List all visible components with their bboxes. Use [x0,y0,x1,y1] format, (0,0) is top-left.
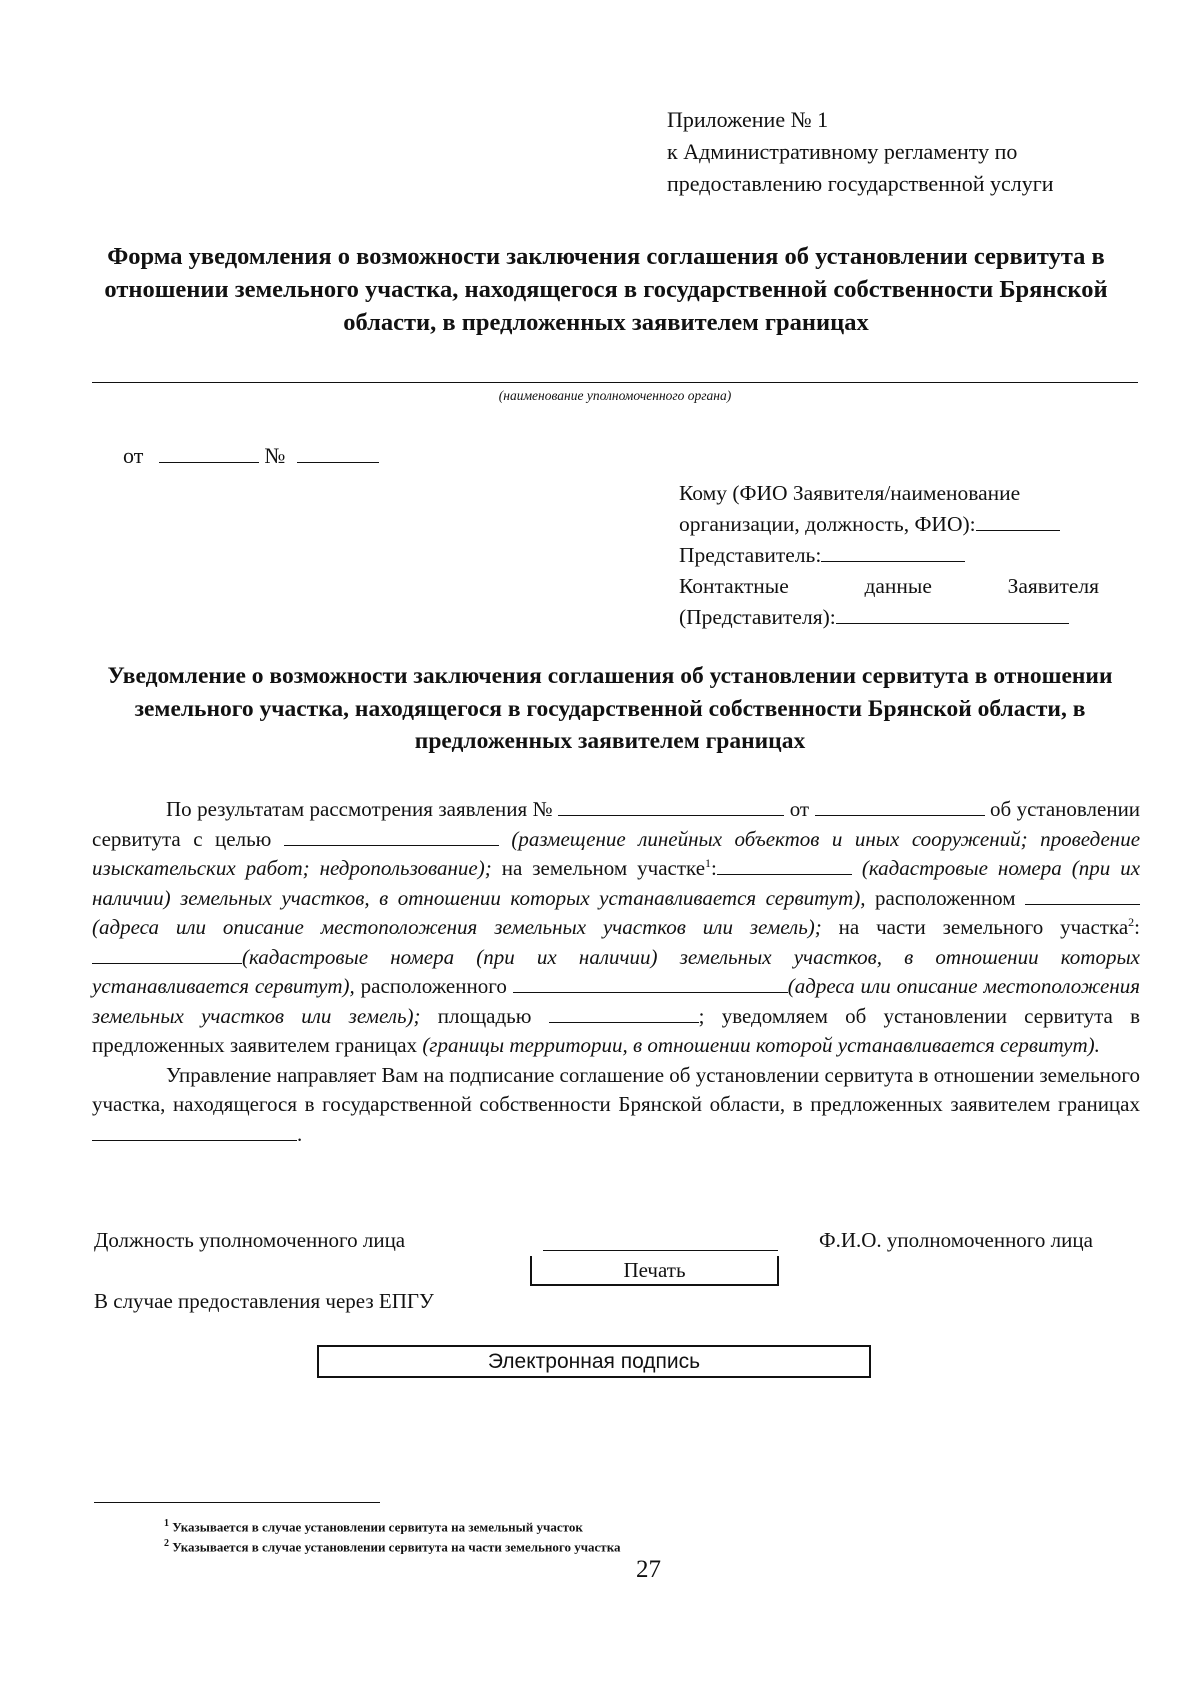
p1-e: на земельном участке [501,856,706,880]
p1-h: (адреса или описание местоположения земельных участков или земель); [92,915,822,939]
footnote-1-text: Указывается в случае установлении сервитута на земельный участок [172,1519,583,1535]
cadastral-blank-1 [717,856,852,875]
footnote-1-mark: 1 [164,1518,169,1529]
area-blank [549,1004,699,1023]
from-label: от [123,443,144,468]
notice-body [92,795,1140,1149]
application-number-blank [558,797,784,816]
boundaries-blank [92,1122,297,1141]
application-date-blank [815,797,985,816]
p1-f: (кадастровые номера (при их наличии) земельных участков, в отношении которых устанавливается сервитут), [92,856,1141,910]
address-blank-1 [1025,886,1140,905]
cadastral-blank-2 [92,945,242,964]
name-label: Ф.И.О. уполномоченного лица [819,1228,1093,1252]
p1-d: (размещение линейных объектов и иных сооружений; проведение изыскательских работ; недропользование); [92,826,1141,880]
p1-o: (границы территории, в отношении которой устанавливается сервитут). [422,1033,1100,1057]
date-number-line [123,443,379,469]
purpose-blank [284,827,499,846]
position-label: Должность уполномоченного лица [94,1228,406,1252]
footnote-mark-2: 2 [1128,915,1135,929]
electronic-signature-box: Электронная подпись [317,1345,871,1378]
body-paragraph-2: Управление направляет Вам на подписание соглашение об установлении сервитута в отношении земельного участка, находящегося в государственной собственности Брянской области, в предложенных заявителем границах . [92,1062,1140,1146]
p1-c: об установлении сервитута с целью [92,797,1141,851]
number-blank [297,444,379,463]
footnote-1 [164,1518,583,1535]
recipient-block [679,478,1099,633]
contacts-label: (Представителя): [679,605,836,629]
appendix-line-2: к Административному регламенту по [667,139,1018,164]
p1-j: (кадастровые номера (при их наличии) земельных участков, в отношении которых устанавливается сервитут), [92,944,1140,998]
appendix-header [667,104,1137,200]
representative-blank [821,543,965,562]
contacts-word-3: Заявителя [1007,574,1099,598]
appendix-line-1: Приложение № 1 [667,107,829,132]
footnote-2-text: Указывается в случае установлении сервитута на части земельного участка [172,1539,621,1555]
p1-g: расположенном [875,885,1016,910]
address-blank-2 [513,974,788,993]
date-blank [159,444,259,463]
footnote-separator [94,1502,380,1503]
notice-title: Уведомление о возможности заключения соглашения об установлении сервитута в отношении земельного участка, находящегося в государственной собственности Брянской области, в предложенных заявителем границах [107,663,1113,754]
p1-l: (адреса или описание местоположения земельных участков или земель); [92,974,1141,1028]
contacts-blank [836,605,1069,624]
number-label: № [264,443,286,468]
recipient-line-4 [679,571,1099,602]
organ-name-caption: (наименование уполномоченного органа) [498,388,732,403]
representative-label: Представитель: [679,543,822,567]
recipient-org-blank [976,512,1060,531]
contacts-word-1: Контактные [679,574,789,598]
contacts-word-2: данные [864,574,932,598]
p1-i: на части земельного участка [838,915,1129,939]
footnote-2-mark: 2 [164,1538,169,1549]
stamp-box: Печать [530,1256,779,1286]
footnote-mark-1: 1 [705,856,712,870]
p1-b: от [789,797,810,821]
p1-m: площадью [437,1003,532,1028]
stamp-line [543,1250,778,1251]
p1-a: По результатам рассмотрения заявления № [166,797,553,821]
page-number: 27 [636,1556,661,1583]
epgu-note: В случае предоставления через ЕПГУ [94,1289,434,1313]
organ-name-line [92,382,1138,383]
recipient-org-label: организации, должность, ФИО): [679,512,976,536]
body-paragraph-1: По результатам рассмотрения заявления № от об установлении сервитута с целью (размещение линейных объектов и иных сооружений; проведение изыскательских работ; недропользование); на земельном участке$^1$: (кадастровые номера (при их наличии) земельных участков, в отношении которых устанавливается сервитут), расположенном (адреса или описание местоположения земельных участков или земель); на части земельного участка$^2$:(кадастровые номера (при их наличии) земельных участков, в отношении которых устанавливается сервитут), расположенного (адреса или описание местоположения земельных участков или земель); площадью ; уведомляем об установлении сервитута в предложенных заявителем границах (границы территории, в отношении которой устанавливается сервитут). [92,797,1141,1057]
footnote-2 [164,1538,620,1555]
p1-n: уведомляем об установлении сервитута в предложенных заявителем границах [92,1003,1140,1057]
recipient-line-3 [679,540,1099,571]
recipient-line-1: Кому (ФИО Заявителя/наименование [679,481,1021,505]
p2-text: Управление направляет Вам на подписание соглашение об установлении сервитута в отношении земельного участка, находящегося в государственной собственности Брянской области, в предложенных заявителем границах [92,1062,1140,1116]
recipient-line-2 [679,509,1099,540]
form-title: Форма уведомления о возможности заключения соглашения об установлении сервитута в отношении земельного участка, находящегося в государственной собственности Брянской области, в предложенных заявителем границах [104,243,1108,336]
recipient-line-5 [679,602,1099,633]
p1-k: расположенного [360,974,507,998]
appendix-line-3: предоставлению государственной услуги [667,171,1054,196]
